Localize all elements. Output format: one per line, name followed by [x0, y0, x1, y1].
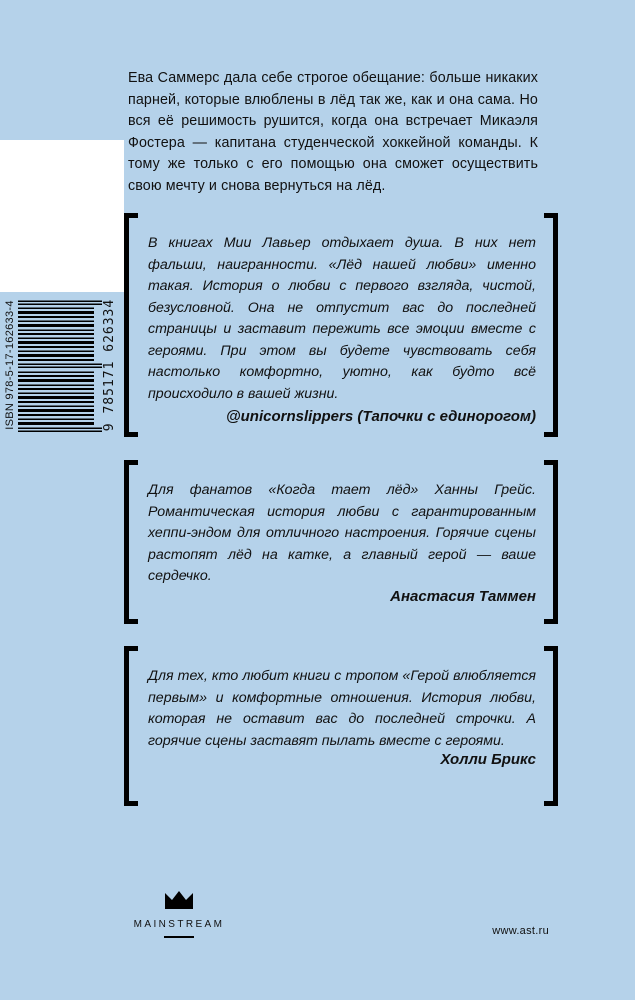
- blurb-paragraph: Ева Саммерс дала себе строгое обещание: больше никаких парней, которые влюблены в лёд так же, как и она сама. Но вся её решимость рушится, когда она встречает Микаэля Фостера — капитана студенческой хоккейной команды. К тому же только с его помощью она сможет осуществить свою мечту и снова вернуться на лёд.: [128, 70, 538, 194]
- left-bracket: [124, 646, 138, 806]
- barcode-panel: [0, 140, 124, 432]
- review-author: @unicornslippers (Тапочки с единорогом): [226, 408, 536, 425]
- publisher-name: MAINSTREAM: [133, 919, 225, 930]
- review-quote: [124, 646, 558, 806]
- review-quote: [124, 213, 558, 437]
- right-bracket: [544, 646, 558, 806]
- publisher-logo: [126, 890, 232, 938]
- barcode-digits: 9 785171 626334: [102, 298, 117, 432]
- review-author: Анастасия Таммен: [390, 588, 536, 605]
- left-bracket: [124, 460, 138, 624]
- crown-icon: [164, 890, 194, 910]
- review-quote: [124, 460, 558, 624]
- website-url: www.ast.ru: [492, 925, 549, 937]
- isbn-label: ISBN 978-5-17-162633-4: [4, 300, 16, 430]
- barcode-bars: [18, 294, 102, 434]
- barcode-rotated: [2, 290, 122, 440]
- logo-underline: [164, 936, 194, 938]
- right-bracket: [544, 213, 558, 437]
- review-text: Для фанатов «Когда тает лёд» Ханны Грейс. Романтическая история любви с гарантированным хеппи-эндом для отличного настроения. Горячие сцены растопят лёд на катке, а главный герой — ваше сердечко.: [148, 482, 536, 584]
- right-bracket: [544, 460, 558, 624]
- review-text: В книгах Мии Лавьер отдыхает душа. В них нет фальши, наигранности. «Лёд нашей любви» именно такая. История о любви с первого взгляда, чистой, безусловной. Она не отпустит вас до последней страницы и заставит пережить все эмоции вместе с героями. При этом вы будете чувствовать себя настолько комфортно, уютно, как будто всё происходило в вашей жизни.: [148, 235, 536, 402]
- review-author: Холли Брикс: [440, 751, 536, 768]
- left-bracket: [124, 213, 138, 437]
- review-text: Для тех, кто любит книги с тропом «Герой влюбляется первым» и комфортные отношения. История любви, которая не оставит вас до последней строчки. А горячие сцены заставят пылать вместе с героями.: [148, 668, 536, 749]
